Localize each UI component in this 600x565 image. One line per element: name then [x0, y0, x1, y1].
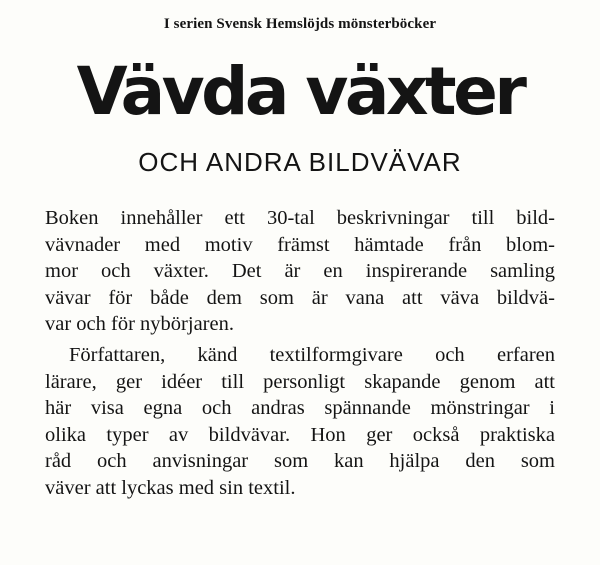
text-line: mor och växter. Det är en inspirerande samling [45, 260, 555, 283]
text-line: råd och anvisningar som kan hjälpa den som [45, 450, 555, 473]
text-line: Författaren, känd textilformgivare och erfaren [69, 343, 555, 366]
text-line: vävar för både dem som är vana att väva bildvä- [45, 286, 555, 309]
text-line: Boken innehåller ett 30-tal beskrivningar till bild- [45, 207, 555, 229]
book-title: Vävda växter [76, 53, 524, 130]
text-line: var och för nybörjaren. [45, 313, 234, 336]
text-line: här visa egna och andras spännande mönstringar i [45, 397, 555, 420]
text-line: olika typer av bildvävar. Hon ger också praktiska [45, 423, 555, 446]
description-paragraph-2 [45, 342, 555, 502]
description [45, 205, 555, 502]
text-line: lärare, ger idéer till personligt skapande genom att [45, 370, 555, 393]
series-line: I serien Svensk Hemslöjds mönsterböcker [163, 16, 437, 32]
description-paragraph-1 [45, 205, 555, 338]
text-line: väver att lyckas med sin textil. [45, 476, 296, 499]
book-subtitle: OCH ANDRA BILDVÄVAR [138, 147, 462, 177]
text-line: vävnader med motiv främst hämtade från blom- [45, 233, 555, 256]
